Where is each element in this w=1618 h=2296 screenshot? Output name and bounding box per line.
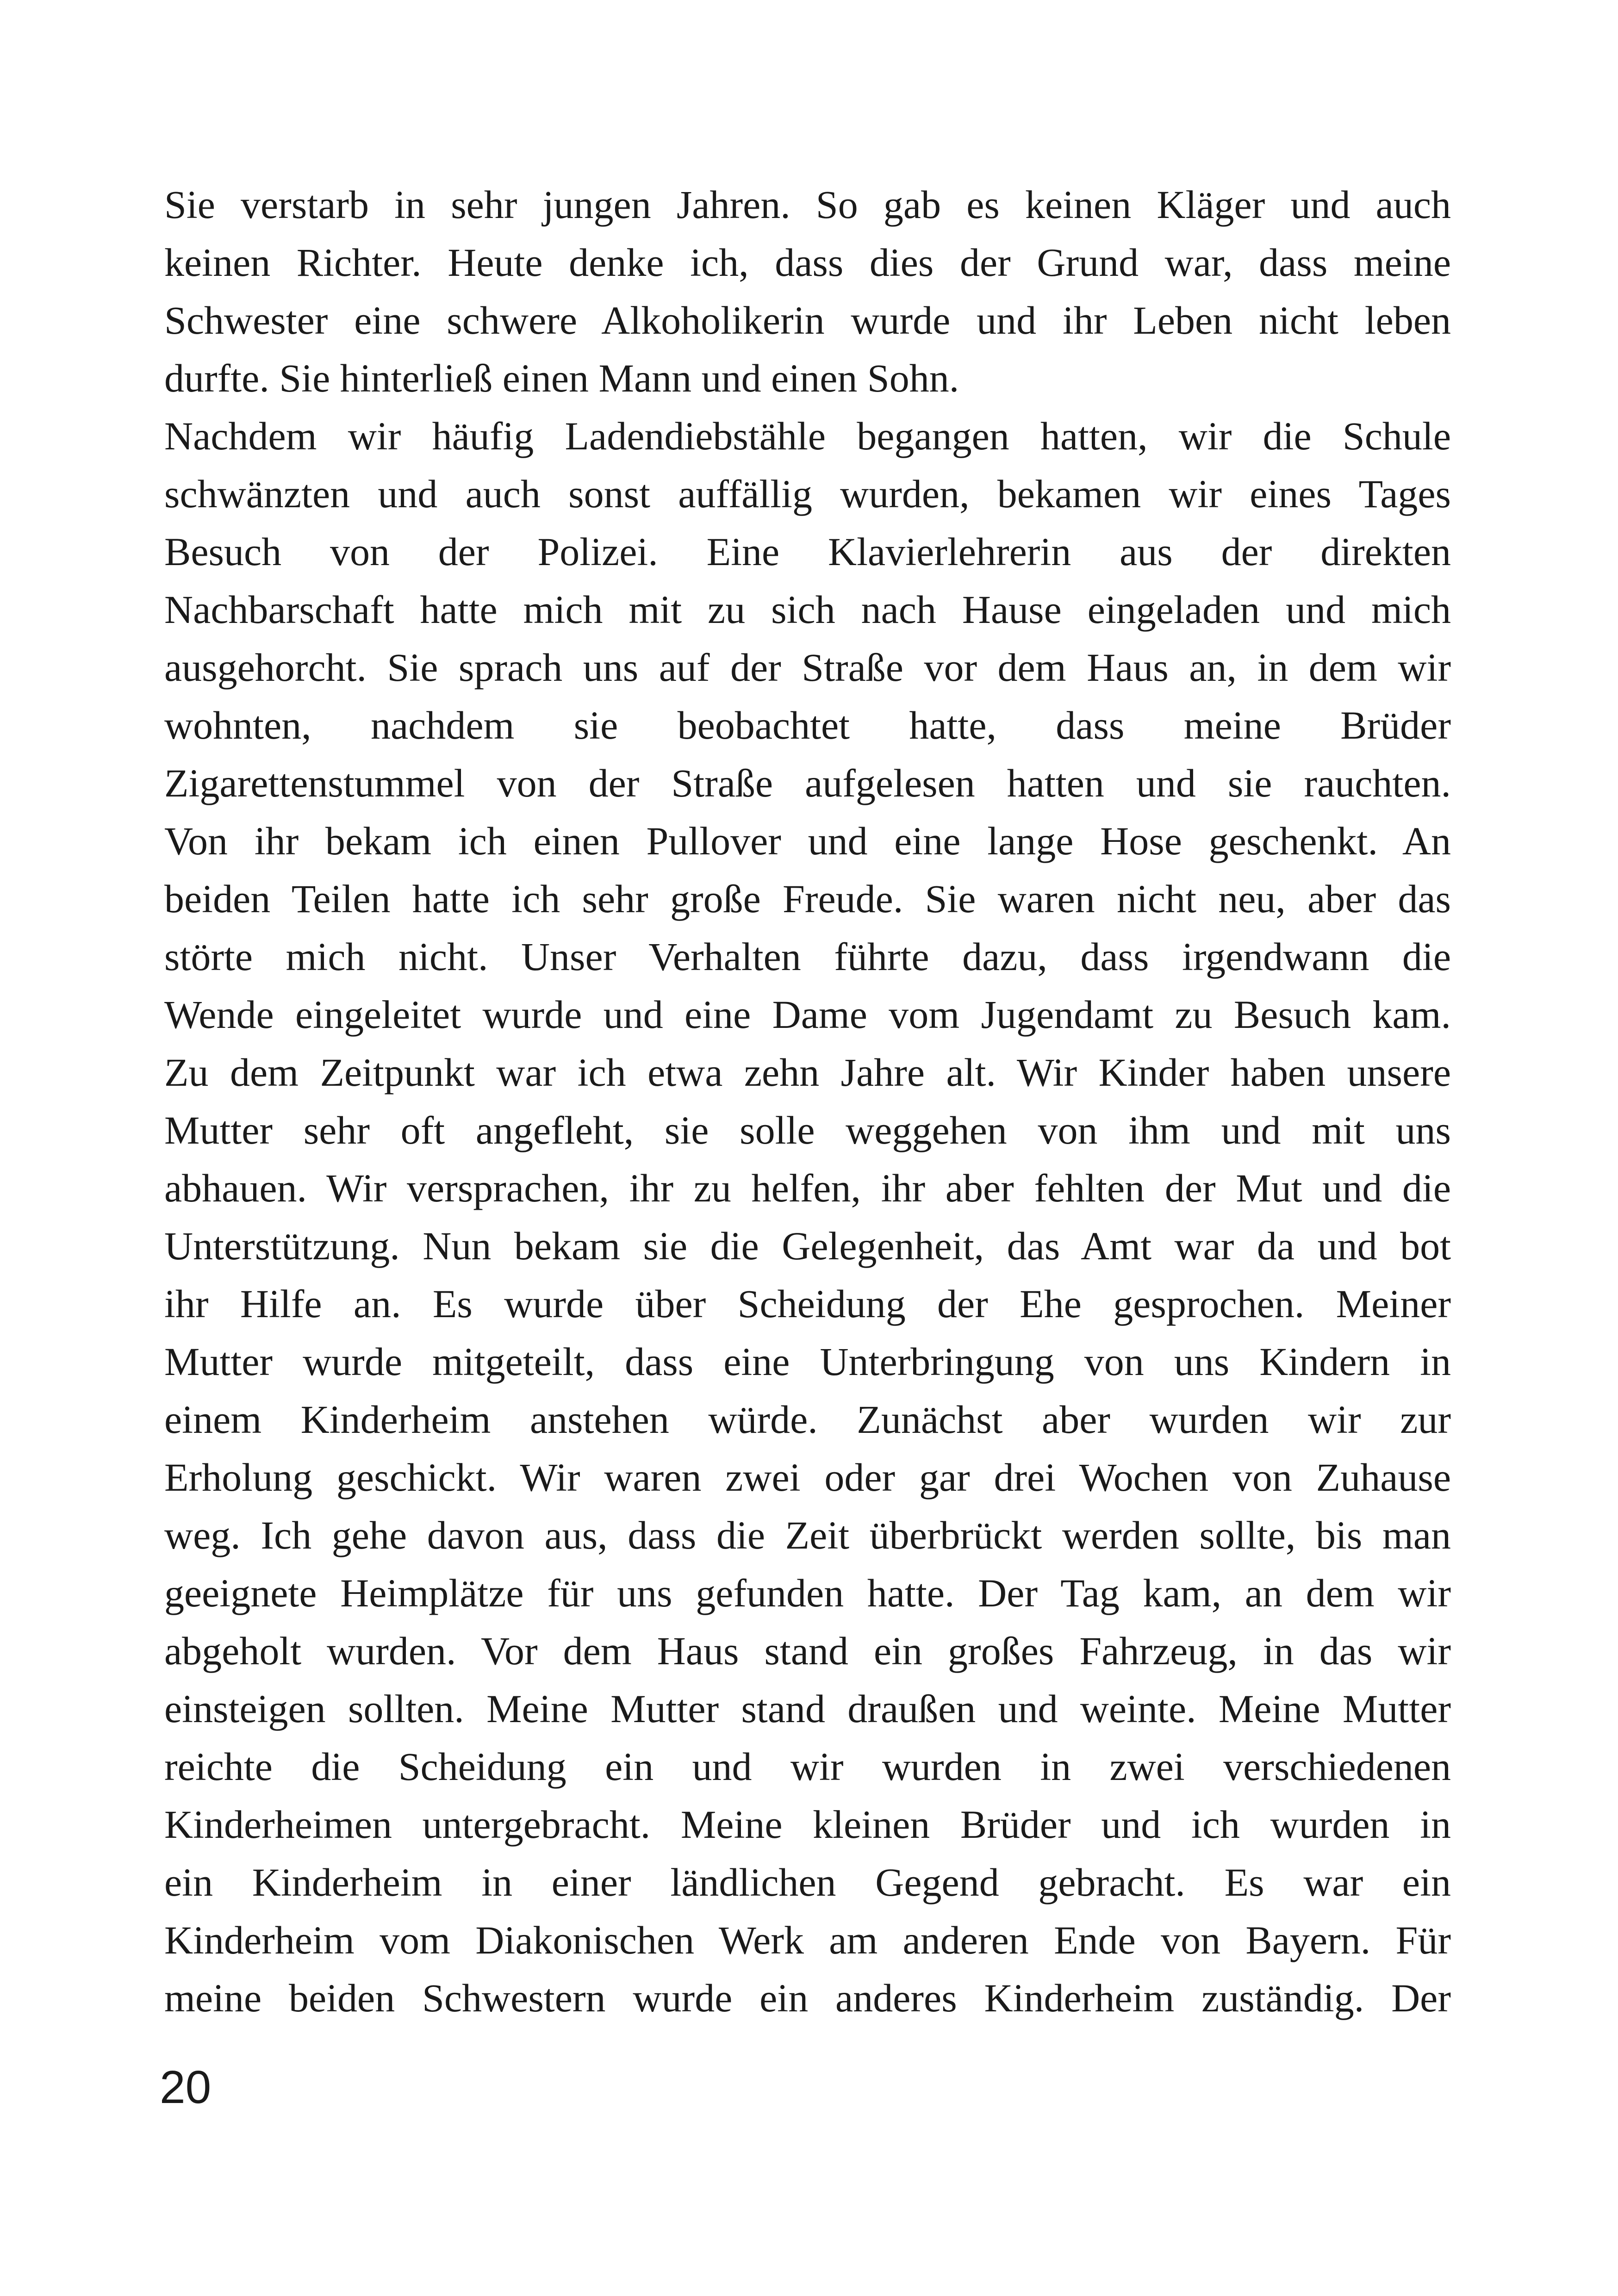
text-line: weg. Ich gehe davon aus, dass die Zeit überbrückt werden sollte, bis man — [164, 1513, 1451, 1557]
text-line: störte mich nicht. Unser Verhalten führte dazu, dass irgendwann die — [164, 934, 1451, 979]
text-line: Unterstützung. Nun bekam sie die Gelegenheit, das Amt war da und bot — [164, 1224, 1451, 1268]
text-line: ihr Hilfe an. Es wurde über Scheidung der Ehe gesprochen. Meiner — [164, 1282, 1451, 1326]
text-line: einsteigen sollten. Meine Mutter stand draußen und weinte. Meine Mutter — [164, 1686, 1451, 1731]
text-line: abhauen. Wir versprachen, ihr zu helfen, ihr aber fehlten der Mut und die — [164, 1166, 1451, 1210]
text-line: beiden Teilen hatte ich sehr große Freude. Sie waren nicht neu, aber das — [164, 877, 1451, 921]
text-line: Wende eingeleitet wurde und eine Dame vom Jugendamt zu Besuch kam. — [164, 992, 1451, 1037]
text-line: geeignete Heimplätze für uns gefunden hatte. Der Tag kam, an dem wir — [164, 1571, 1451, 1615]
text-line: ausgehorcht. Sie sprach uns auf der Straße vor dem Haus an, in dem wir — [164, 645, 1451, 690]
page-number: 20 — [160, 2061, 212, 2113]
text-line: abgeholt wurden. Vor dem Haus stand ein großes Fahrzeug, in das wir — [164, 1629, 1451, 1673]
text-line: Schwester eine schwere Alkoholikerin wurde und ihr Leben nicht leben — [164, 298, 1451, 342]
text-line: Von ihr bekam ich einen Pullover und eine lange Hose geschenkt. An — [164, 819, 1451, 863]
text-line: Zu dem Zeitpunkt war ich etwa zehn Jahre alt. Wir Kinder haben unsere — [164, 1050, 1451, 1095]
text-line: keinen Richter. Heute denke ich, dass dies der Grund war, dass meine — [164, 240, 1451, 285]
text-line: Erholung geschickt. Wir waren zwei oder gar drei Wochen von Zuhause — [164, 1455, 1451, 1500]
text-line: Mutter sehr oft angefleht, sie solle weggehen von ihm und mit uns — [164, 1108, 1451, 1152]
text-line: Nachbarschaft hatte mich mit zu sich nach Hause eingeladen und mich — [164, 587, 1451, 632]
text-line: meine beiden Schwestern wurde ein anderes Kinderheim zuständig. Der — [164, 1976, 1451, 2020]
text-line: reichte die Scheidung ein und wir wurden in zwei verschiedenen — [164, 1744, 1451, 1789]
text-line: Kinderheimen untergebracht. Meine kleinen Brüder und ich wurden in — [164, 1802, 1451, 1847]
text-line: Zigarettenstummel von der Straße aufgelesen hatten und sie rauchten. — [164, 761, 1451, 805]
text-line: Nachdem wir häufig Ladendiebstähle begangen hatten, wir die Schule — [164, 414, 1451, 458]
text-line: durfte. Sie hinterließ einen Mann und einen Sohn. — [164, 356, 959, 400]
text-line: schwänzten und auch sonst auffällig wurden, bekamen wir eines Tages — [164, 472, 1451, 516]
text-line: Besuch von der Polizei. Eine Klavierlehrerin aus der direkten — [164, 529, 1451, 574]
text-line: Mutter wurde mitgeteilt, dass eine Unterbringung von uns Kindern in — [164, 1339, 1451, 1384]
text-line: Kinderheim vom Diakonischen Werk am anderen Ende von Bayern. Für — [164, 1918, 1451, 1962]
text-line: einem Kinderheim anstehen würde. Zunächst aber wurden wir zur — [164, 1397, 1451, 1442]
text-line: wohnten, nachdem sie beobachtet hatte, dass meine Brüder — [164, 703, 1451, 747]
body-text — [164, 176, 1451, 2027]
text-line: ein Kinderheim in einer ländlichen Gegend gebracht. Es war ein — [164, 1860, 1451, 1904]
text-line: Sie verstarb in sehr jungen Jahren. So gab es keinen Kläger und auch — [164, 182, 1451, 227]
